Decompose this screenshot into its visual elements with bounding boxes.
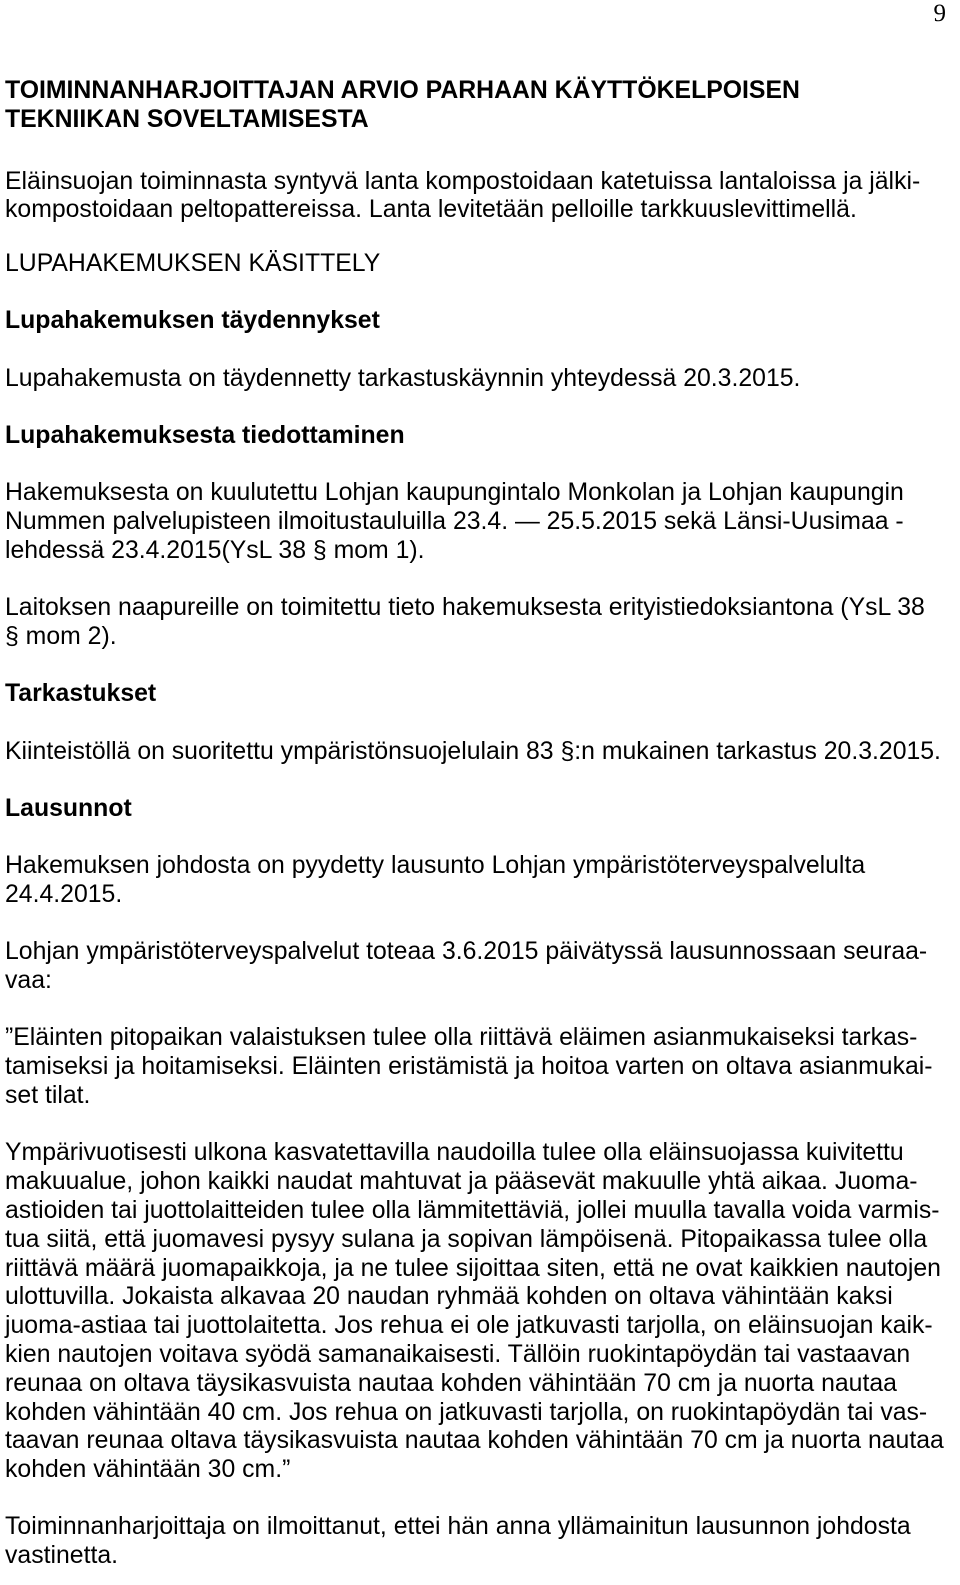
text-line: Ympärivuotisesti ulkona kasvatettavilla naudoilla tulee olla eläinsuojassa kuivitettu xyxy=(5,1139,904,1167)
text-line: 24.4.2015. xyxy=(5,881,123,909)
bat-assessment-paragraph xyxy=(5,168,960,226)
text-line: tamiseksi ja hoitamiseksi. Eläinten eristämistä ja hoitoa varten on oltava asianmukai- xyxy=(5,1053,933,1081)
supplements-paragraph xyxy=(5,365,960,394)
subsection-heading-text: Lupahakemuksen täydennykset xyxy=(5,307,380,335)
text-line: juoma-astiaa tai juottolaitetta. Jos rehua ei ole jatkuvasti tarjolla, on eläinsuojan kaik- xyxy=(5,1312,933,1340)
text-line: kohden vähintään 30 cm.” xyxy=(5,1456,291,1484)
text-line: vastinetta. xyxy=(5,1542,119,1570)
text-line: Laitoksen naapureille on toimitettu tieto hakemuksesta erityistiedoksiantona (YsL 38 xyxy=(5,594,925,622)
subsection-heading-statements xyxy=(5,795,960,824)
text-line: Toiminnanharjoittaja on ilmoittanut, ettei hän anna yllämainitun lausunnon johdosta xyxy=(5,1513,911,1541)
statements-paragraph xyxy=(5,938,960,996)
notification-paragraph xyxy=(5,594,960,652)
text-line: tua siitä, että juomavesi pysyy sulana ja sopivan lämpöisenä. Pitopaikassa tulee olla xyxy=(5,1225,928,1253)
text-line: ulottuvilla. Jokaista alkavaa 20 naudan ryhmää kohden on oltava vähintään kaksi xyxy=(5,1283,893,1311)
text-line: set tilat. xyxy=(5,1082,91,1110)
section-heading-text: LUPAHAKEMUKSEN KÄSITTELY xyxy=(5,250,381,278)
text-line: kohden vähintään 40 cm. Jos rehua on jatkuvasti tarjolla, on ruokintapöydän tai vas- xyxy=(5,1398,928,1426)
statements-paragraph xyxy=(5,1513,960,1571)
text-line: riittävä määrä juomapaikkoja, ja ne tulee sijoittaa siten, että ne ovat kaikkien nautojen xyxy=(5,1254,941,1282)
text-line: taavan reunaa oltava täysikasvuista nautaa kohden vähintään 70 cm ja nuorta nautaa xyxy=(5,1427,944,1455)
subsection-heading-text: Lausunnot xyxy=(5,794,132,822)
text-line: lehdessä 23.4.2015(YsL 38 § mom 1). xyxy=(5,536,425,564)
text-line: Lohjan ympäristöterveyspalvelut toteaa 3.6.2015 päivätyssä lausunnossaan seuraa- xyxy=(5,938,928,966)
text-line: Hakemuksen johdosta on pyydetty lausunto Lohjan ympäristöterveyspalvelulta xyxy=(5,852,866,880)
inspections-paragraph xyxy=(5,738,960,767)
heading-line: TEKNIIKAN SOVELTAMISESTA xyxy=(5,105,369,133)
page-content xyxy=(5,77,960,1585)
subsection-heading-supplements xyxy=(5,307,960,336)
text-line: astioiden tai juottolaitteiden tulee olla lämmitettäviä, jollei muulla tavalla voida varmis- xyxy=(5,1196,940,1224)
notification-paragraph xyxy=(5,479,960,565)
text-line: Kiinteistöllä on suoritettu ympäristönsuojelulain 83 §:n mukainen tarkastus 20.3.2015. xyxy=(5,737,941,765)
statement-quote-paragraph xyxy=(5,1139,960,1485)
text-line: ”Eläinten pitopaikan valaistuksen tulee olla riittävä eläimen asianmukaiseksi tarkas- xyxy=(5,1024,918,1052)
section-heading xyxy=(5,250,960,279)
subsection-heading-text: Tarkastukset xyxy=(5,680,157,708)
text-line: Lupahakemusta on täydennetty tarkastuskäynnin yhteydessä 20.3.2015. xyxy=(5,364,801,392)
heading-line: TOIMINNANHARJOITTAJAN ARVIO PARHAAN KÄYTTÖKELPOISEN xyxy=(5,77,800,104)
subsection-heading-notification xyxy=(5,422,960,451)
statements-paragraph xyxy=(5,852,960,910)
statement-quote-paragraph xyxy=(5,1024,960,1110)
subsection-heading-text: Lupahakemuksesta tiedottaminen xyxy=(5,422,405,450)
text-line: Hakemuksesta on kuulutettu Lohjan kaupungintalo Monkolan ja Lohjan kaupungin xyxy=(5,479,904,507)
text-line: Nummen palvelupisteen ilmoitustauluilla 23.4. — 25.5.2015 sekä Länsi-Uusimaa - xyxy=(5,508,904,536)
subsection-heading-inspections xyxy=(5,680,960,709)
text-line: kompostoidaan peltopattereissa. Lanta levitetään pelloille tarkkuuslevittimellä. xyxy=(5,196,857,224)
bat-assessment-heading xyxy=(5,77,960,135)
text-line: § mom 2). xyxy=(5,623,117,651)
text-line: Eläinsuojan toiminnasta syntyvä lanta kompostoidaan katetuissa lantaloissa ja jälki- xyxy=(5,167,921,195)
text-line: vaa: xyxy=(5,967,52,995)
text-line: reunaa on oltava täysikasvuista nautaa kohden vähintään 70 cm ja nuorta nautaa xyxy=(5,1369,897,1397)
text-line: makuualue, johon kaikki naudat mahtuvat ja pääsevät makuulle yhtä aikaa. Juoma- xyxy=(5,1168,918,1196)
text-line: kien nautojen voitava syödä samanaikaisesti. Tällöin ruokintapöydän tai vastaavan xyxy=(5,1340,911,1368)
page-number: 9 xyxy=(933,0,946,27)
